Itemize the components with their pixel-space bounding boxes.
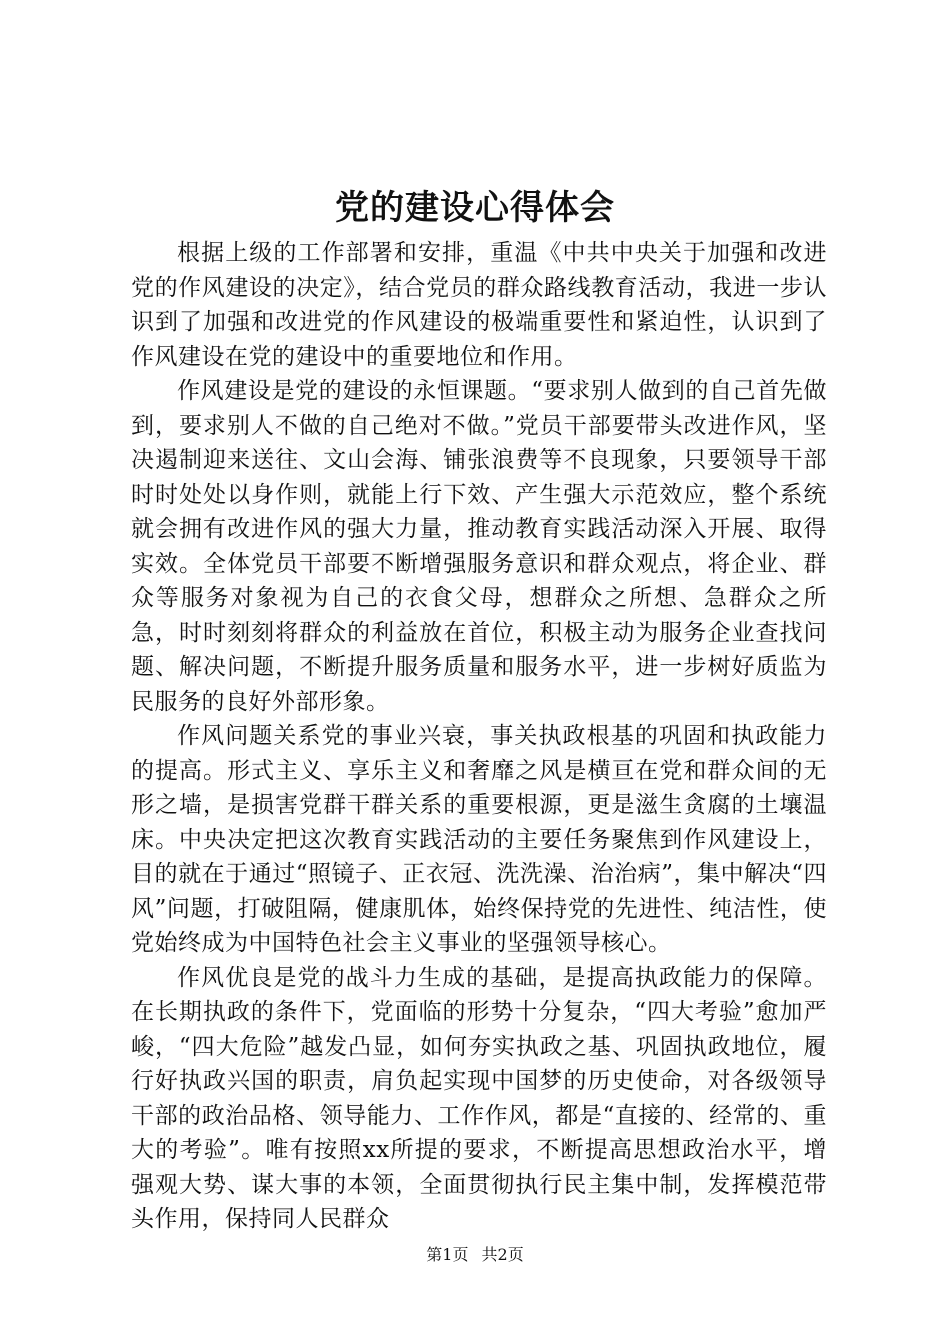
page-number-current: 第1页 bbox=[426, 1245, 469, 1264]
paragraph-1: 根据上级的工作部署和安排，重温《中共中央关于加强和改进党的作风建设的决定》，结合党员的群众路线教育活动，我进一步认识到了加强和改进党的作风建设的极端重要性和紧迫性，认识到了作风建设在党的建设中的重要地位和作用。 bbox=[131, 240, 827, 370]
page-number-total: 共2页 bbox=[481, 1245, 524, 1264]
paragraph-3: 作风问题关系党的事业兴衰，事关执政根基的巩固和执政能力的提高。形式主义、享乐主义和奢靡之风是横亘在党和群众间的无形之墙，是损害党群干群关系的重要根源，更是滋生贪腐的土壤温床。中央决定把这次教育实践活动的主要任务聚焦到作风建设上，目的就在于通过“照镜子、正衣冠、洗洗澡、治治病”，集中解决“四风”问题，打破阻隔，健康肌体，始终保持党的先进性、纯洁性，使党始终成为中国特色社会主义事业的坚强领导核心。 bbox=[131, 723, 827, 956]
page-footer bbox=[0, 1243, 950, 1267]
document-title: 党的建设心得体会 bbox=[335, 188, 615, 228]
paragraph-4: 作风优良是党的战斗力生成的基础，是提高执政能力的保障。在长期执政的条件下，党面临的形势十分复杂，“四大考验”愈加严峻，“四大危险”越发凸显，如何夯实执政之基、巩固执政地位，履行好执政兴国的职责，肩负起实现中国梦的历史使命，对各级领导干部的政治品格、领导能力、工作作风，都是“直接的、经常的、重大的考验”。唯有按照xx所提的要求，不断提高思想政治水平，增强观大势、谋大事的本领，全面贯彻执行民主集中制，发挥模范带头作用，保持同人民群众 bbox=[131, 964, 827, 1232]
paragraph-2: 作风建设是党的建设的永恒课题。“要求别人做到的自己首先做到，要求别人不做的自己绝对不做。”党员干部要带头改进作风，坚决遏制迎来送往、文山会海、铺张浪费等不良现象，只要领导干部时时处处以身作则，就能上行下效、产生强大示范效应，整个系统就会拥有改进作风的强大力量，推动教育实践活动深入开展、取得实效。全体党员干部要不断增强服务意识和群众观点，将企业、群众等服务对象视为自己的衣食父母，想群众之所想、急群众之所急，时时刻刻将群众的利益放在首位，积极主动为服务企业查找问题、解决问题，不断提升服务质量和服务水平，进一步树好质监为民服务的良好外部形象。 bbox=[131, 378, 827, 715]
document-body bbox=[131, 236, 827, 1237]
